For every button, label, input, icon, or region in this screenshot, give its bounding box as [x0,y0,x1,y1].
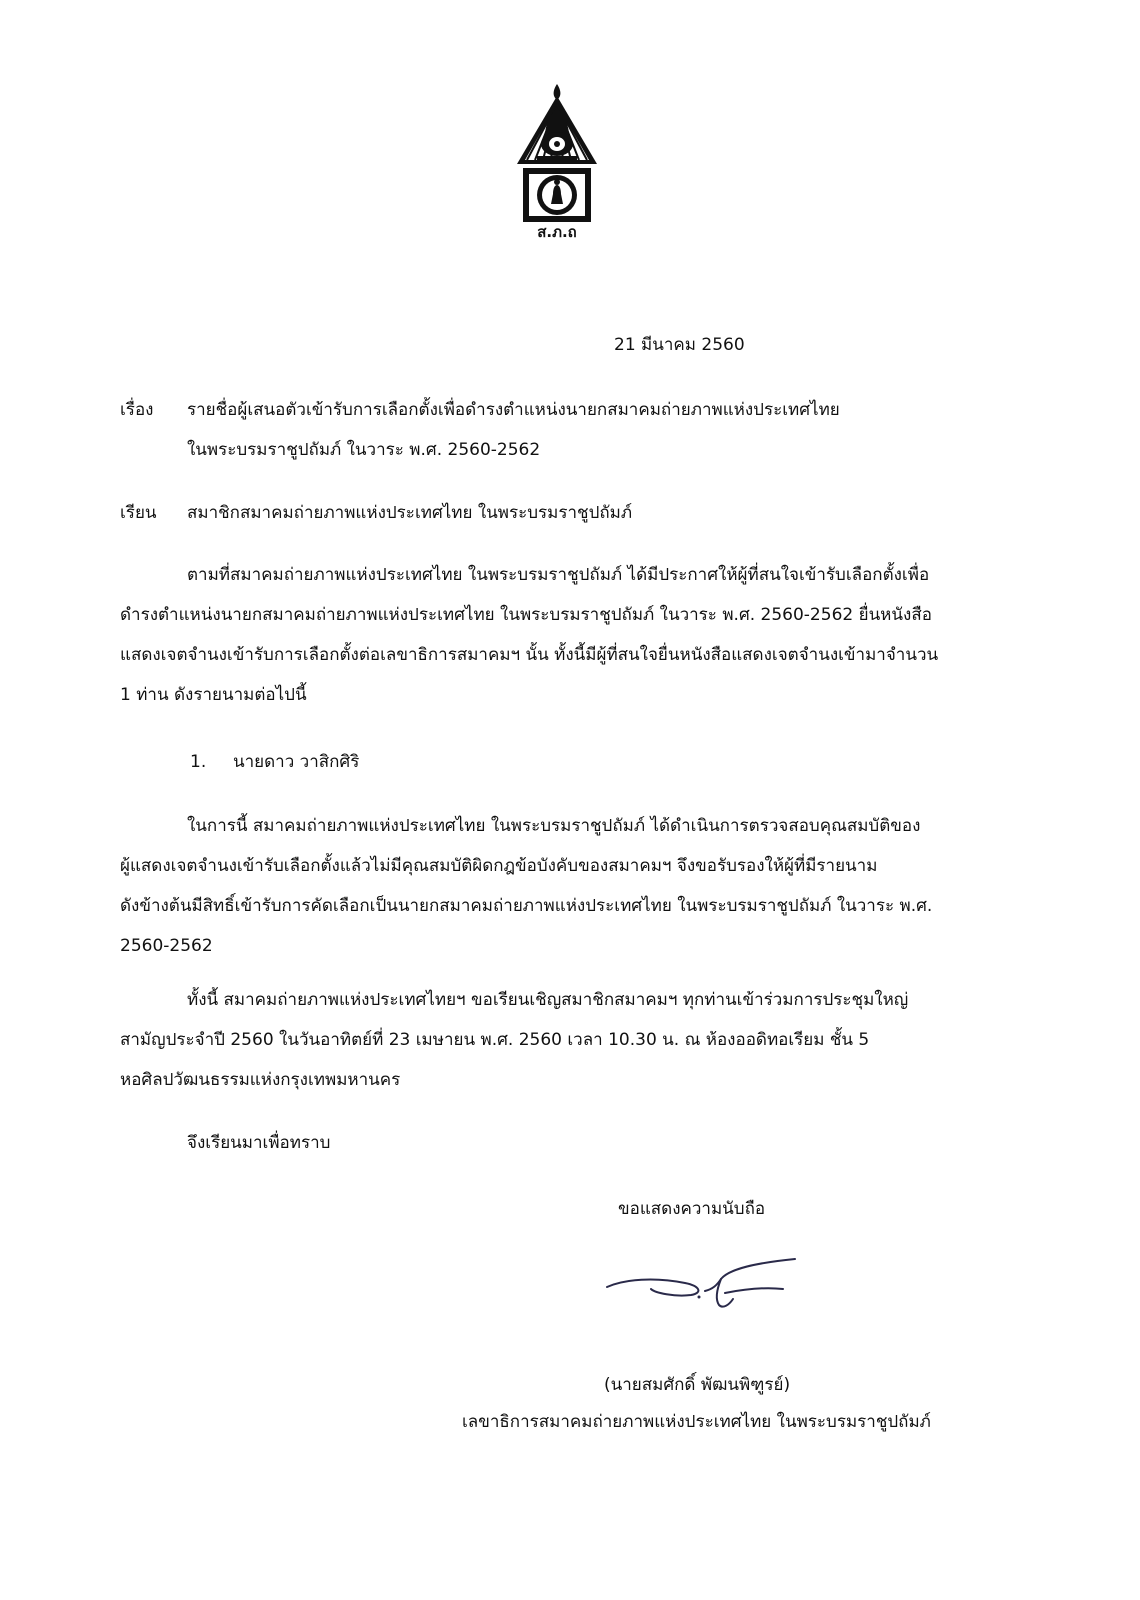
paragraph-line: 2560-2562 [120,936,213,956]
candidate-name: นายดาว วาสิกศิริ [233,752,360,772]
candidate-number: 1. [190,752,207,772]
recipient-label: เรียน [120,503,157,523]
association-logo [513,82,601,244]
closing-line: จึงเรียนมาเพื่อทราบ [187,1133,331,1153]
subject-line-2: ในพระบรมราชูปถัมภ์ ในวาระ พ.ศ. 2560-2562 [187,440,541,460]
emblem-icon [513,82,601,244]
paragraph-line: ผู้แสดงเจตจำนงเข้ารับเลือกตั้งแล้วไม่มีคุณสมบัติผิดกฎข้อบังคับของสมาคมฯ จึงขอรับรองให้ผู้ที่มีรายนาม [120,856,878,876]
recipient-text: สมาชิกสมาคมถ่ายภาพแห่งประเทศไทย ในพระบรมราชูปถัมภ์ [187,503,633,523]
signer-title: เลขาธิการสมาคมถ่ายภาพแห่งประเทศไทย ในพระบรมราชูปถัมภ์ [462,1412,931,1432]
paragraph-line: สามัญประจำปี 2560 ในวันอาทิตย์ที่ 23 เมษายน พ.ศ. 2560 เวลา 10.30 น. ณ ห้องออดิทอเรียม ชั้น 5 [120,1030,870,1050]
paragraph-line: หอศิลปวัฒนธรรมแห่งกรุงเทพมหานคร [120,1070,401,1090]
paragraph-line: 1 ท่าน ดังรายนามต่อไปนี้ [120,685,307,705]
paragraph-line: แสดงเจตจำนงเข้ารับการเลือกตั้งต่อเลขาธิการสมาคมฯ นั้น ทั้งนี้มีผู้ที่สนใจยื่นหนังสือแสดงเจตจำนงเข้ามาจำนวน [120,645,939,665]
paragraph-line: ดำรงตำแหน่งนายกสมาคมถ่ายภาพแห่งประเทศไทย ในพระบรมราชูปถัมภ์ ในวาระ พ.ศ. 2560-2562 ยื่นหนังสือ [120,605,932,625]
regards-line: ขอแสดงความนับถือ [618,1199,766,1219]
subject-label: เรื่อง [120,400,154,420]
handwritten-signature [605,1255,815,1315]
paragraph-line: ตามที่สมาคมถ่ายภาพแห่งประเทศไทย ในพระบรมราชูปถัมภ์ ได้มีประกาศให้ผู้ที่สนใจเข้ารับเลือกตั้งเพื่อ [187,565,930,585]
letter-date: 21 มีนาคม 2560 [614,335,745,355]
paragraph-line: ในการนี้ สมาคมถ่ายภาพแห่งประเทศไทย ในพระบรมราชูปถัมภ์ ได้ดำเนินการตรวจสอบคุณสมบัติของ [187,816,921,836]
paragraph-line: ดังข้างต้นมีสิทธิ์เข้ารับการคัดเลือกเป็นนายกสมาคมถ่ายภาพแห่งประเทศไทย ในพระบรมราชูปถัมภ์ ในวาระ พ.ศ. [120,896,933,916]
subject-line-1: รายชื่อผู้เสนอตัวเข้ารับการเลือกตั้งเพื่อดำรงตำแหน่งนายกสมาคมถ่ายภาพแห่งประเทศไทย [187,400,840,420]
paragraph-line: ทั้งนี้ สมาคมถ่ายภาพแห่งประเทศไทยฯ ขอเรียนเชิญสมาชิกสมาคมฯ ทุกท่านเข้าร่วมการประชุมใหญ่ [187,990,909,1010]
logo-abbreviation: ส.ภ.ถ [537,223,577,241]
signer-name: (นายสมศักดิ์ พัฒนพิฑูรย์) [604,1375,791,1395]
